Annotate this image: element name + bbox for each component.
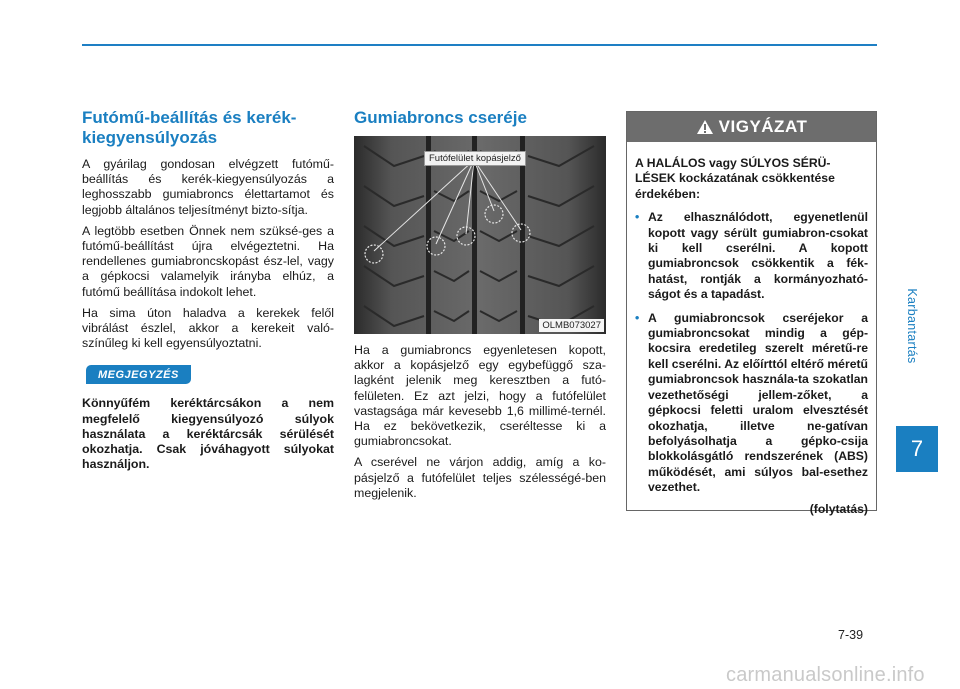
section-heading-alignment: Futómű-beállítás és kerék-kiegyensúlyozás	[82, 108, 297, 147]
section-side-label	[902, 276, 922, 376]
top-rule	[82, 44, 877, 46]
paragraph: A gyárilag gondosan elvégzett futómű-beállítás és kerék-kiegyensúlyozás a leghosszabb gumiabroncs élettartamot és legjobb általános teljesítményt bizto-sítja.	[82, 157, 334, 217]
note-badge: MEGJEGYZÉS	[86, 365, 191, 384]
left-column	[82, 108, 334, 472]
warning-intro: A HALÁLOS vagy SÚLYOS SÉRÜ-LÉSEK kockázatának csökkentése érdekében:	[635, 156, 835, 201]
figure-code: OLMB073027	[539, 319, 604, 332]
warning-bullet	[635, 210, 868, 302]
note-text: Könnyűfém keréktárcsákon a nem megfelelő kiegyensúlyozó súlyok használata a keréktárcsák sérülését okozhatja. Csak jóváhagyott súlyokat használjon.	[82, 396, 334, 472]
paragraph: A cserével ne várjon addig, amíg a ko-pásjelző a futófelület teljes szélességé-ben megjelenik.	[354, 455, 606, 500]
warning-bullet	[635, 311, 868, 496]
paragraph: A legtöbb esetben Önnek nem szüksé-ges a futómű-beállítást újra elvégeztetni. Ha rendellenes gumiabroncskopást ész-lel, vagy a gépkocsi valamelyik irányba elhúz, a futómű beállítása indokolt lehet.	[82, 223, 334, 299]
warning-header	[627, 112, 876, 142]
section-heading-tire-replacement: Gumiabroncs cseréje	[354, 108, 527, 127]
warning-bullet-text: Az elhasználódott, egyenetlenül kopott vagy sérült gumiabron-csokat ki kell cserélni. A kopott gumiabroncsok csökkentik a fék-hatást, rontják a kormányozható-ságot és a tapadást.	[648, 210, 868, 302]
page-number: 7-39	[838, 628, 864, 642]
continued-note: (folytatás)	[809, 501, 868, 516]
warning-triangle-icon	[696, 119, 714, 135]
warning-title: VIGYÁZAT	[718, 117, 808, 136]
paragraph: Ha sima úton haladva a kerekek felől vibrálást észlel, akkor a kerekeit való-színűleg ki kell egyensúlyoztatni.	[82, 305, 334, 351]
warning-bullet-text: A gumiabroncsok cseréjekor a gumiabroncsokat mindig a gép-kocsira eredetileg szerelt méretű-re kell cserélni. Az előírttól eltérő méretű gumiabroncsok használa-ta szokatlan vezethetőségi jellem-zőket, a gépkocsi feletti uralom elvesztését okozhatja, illetve ne-gatívan befolyásolhatja a gépko-csija blokkolásgátló rendszerének (ABS) működését, ami súlyos bal-esethez vezethet.	[648, 310, 868, 495]
bullet-dot-icon: •	[635, 310, 640, 325]
tire-tread-figure	[354, 136, 606, 334]
watermark: carmanualsonline.info	[726, 664, 925, 686]
warning-box	[626, 111, 877, 516]
section-name: Karbantartás	[905, 288, 919, 364]
bullet-dot-icon: •	[635, 210, 640, 225]
warning-body	[627, 142, 876, 517]
paragraph: Ha a gumiabroncs egyenletesen kopott, akkor a kopásjelző egy egybefüggő sza-lagként jelenik meg keresztben a futó-felületen. Ez azt jelzi, hogy a futófelület vastagsága már kevesebb 1,6 millimé-ternél. Ha ez bekövetkezik, cseréltesse ki a gumiabroncsokat.	[354, 343, 606, 449]
figure-callout-label: Futófelület kopásjelző	[424, 151, 526, 166]
chapter-tab: 7	[896, 426, 938, 472]
middle-column	[354, 108, 606, 501]
